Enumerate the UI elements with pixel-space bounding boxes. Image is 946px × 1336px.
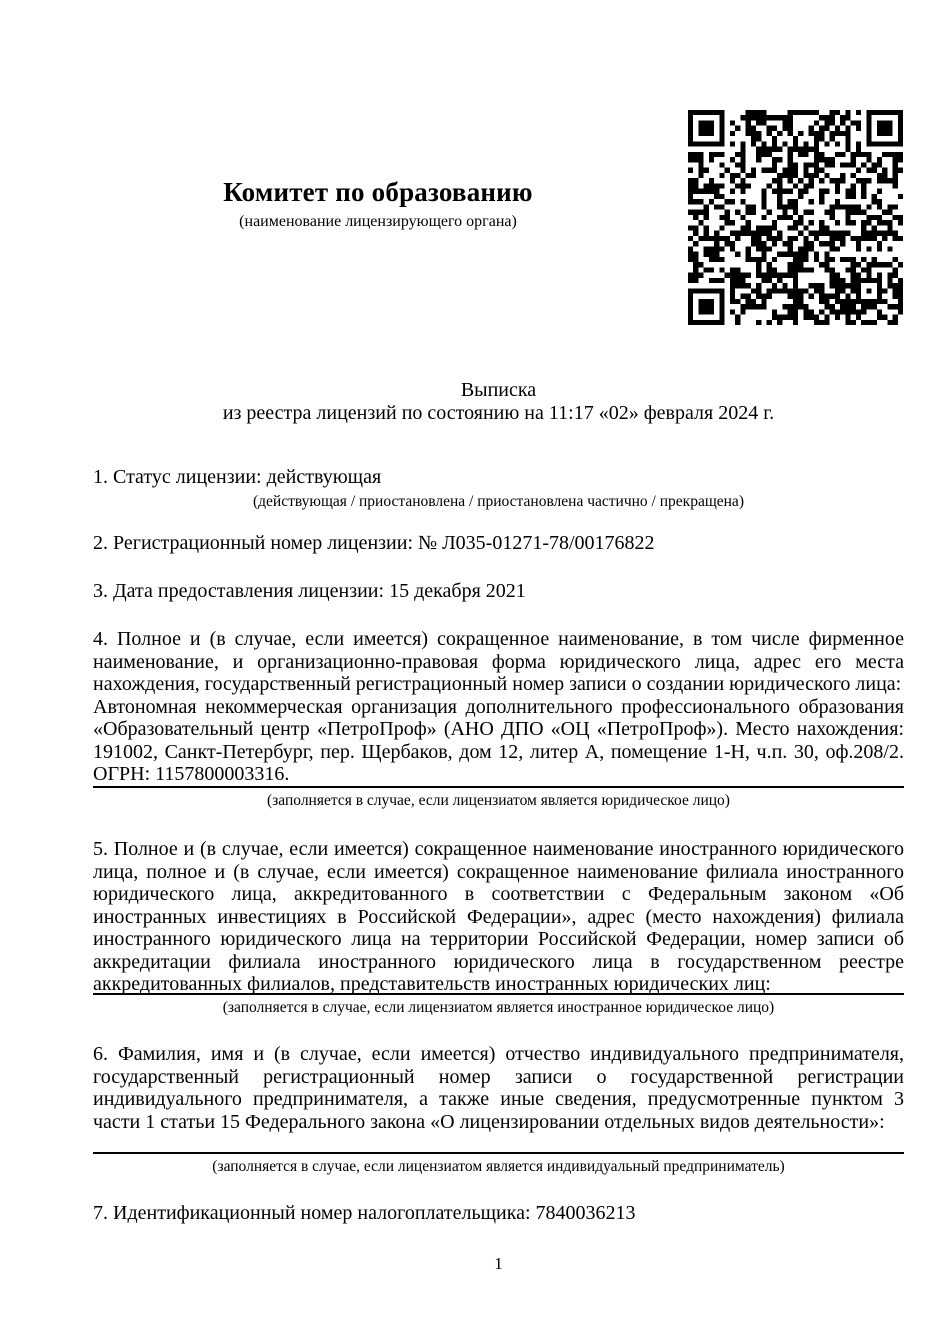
entrepreneur-fill-line — [93, 1152, 904, 1154]
license-status-line: 1. Статус лицензии: действующая — [93, 466, 382, 488]
document-title-line: Выписка — [460, 379, 537, 401]
foreign-entity-statement: 5. Полное и (в случае, если имеется) сокращенное наименование иностранного юридического лица, полное и (в случае, если имеется) сокращенное наименование филиала иностранного юридического лица, аккредитованного в соответствии с Федеральным законом «Об иностранных инвестициях в Российской Федерации», адрес (место нахождения) филиала иностранного юридического лица на территории Российской Федерации, номер записи об аккредитации филиала иностранного юридического лица в государственном реестре аккредитованных филиалов, представительств иностранных юридических лиц: — [93, 838, 904, 995]
foreign-entity-note: (заполняется в случае, если лицензиатом является иностранное юридическое лицо) — [222, 999, 775, 1016]
qr-code-icon — [688, 110, 903, 325]
license-date-line: 3. Дата предоставления лицензии: 15 декабря 2021 — [93, 580, 526, 602]
legal-entity-statement: 4. Полное и (в случае, если имеется) сокращенное наименование, в том числе фирменное наименование, и организационно-правовая форма юридического лица, адрес его места нахождения, государственный регистрационный номер записи о создании юридического лица: — [93, 628, 904, 695]
legal-entity-fill-line — [93, 786, 904, 788]
licensing-authority-caption: (наименование лицензирующего органа) — [239, 213, 517, 230]
taxpayer-number-line: 7. Идентификационный номер налогоплательщика: 7840036213 — [93, 1202, 636, 1224]
license-status-note: (действующая / приостановлена / приостановлена частично / прекращена) — [253, 493, 744, 510]
entrepreneur-statement: 6. Фамилия, имя и (в случае, если имеется) отчество индивидуального предпринимателя, государственный регистрационный номер записи о государственной регистрации индивидуального предпринимателя, а также иные сведения, предусмотренные пунктом 3 части 1 статьи 15 Федерального закона «О лицензировании отдельных видов деятельности»: — [93, 1043, 904, 1133]
page-number: 1 — [494, 1254, 503, 1273]
entrepreneur-note: (заполняется в случае, если лицензиатом является индивидуальный предприниматель) — [212, 1158, 785, 1175]
license-number-line: 2. Регистрационный номер лицензии: № Л035-01271-78/00176822 — [93, 532, 655, 554]
document-date-line: из реестра лицензий по состоянию на 11:17 «02» февраля 2024 г. — [222, 402, 775, 424]
document-title — [93, 379, 904, 425]
licensing-authority-header — [93, 178, 663, 231]
legal-entity-value: Автономная некоммерческая организация дополнительного профессионального образования «Образовательный центр «ПетроПроф» (АНО ДПО «ОЦ «ПетроПроф»). Место нахождения: 191002, Санкт-Петербург, пер. Щербаков, дом 12, литер А, помещение 1-Н, ч.п. 30, оф.208/2. ОГРН: 1157800003316. — [93, 695, 904, 785]
licensing-authority-name: Комитет по образованию — [223, 177, 533, 207]
foreign-entity-fill-line — [93, 993, 904, 995]
legal-entity-section — [93, 628, 904, 786]
legal-entity-note: (заполняется в случае, если лицензиатом является юридическое лицо) — [267, 792, 730, 809]
